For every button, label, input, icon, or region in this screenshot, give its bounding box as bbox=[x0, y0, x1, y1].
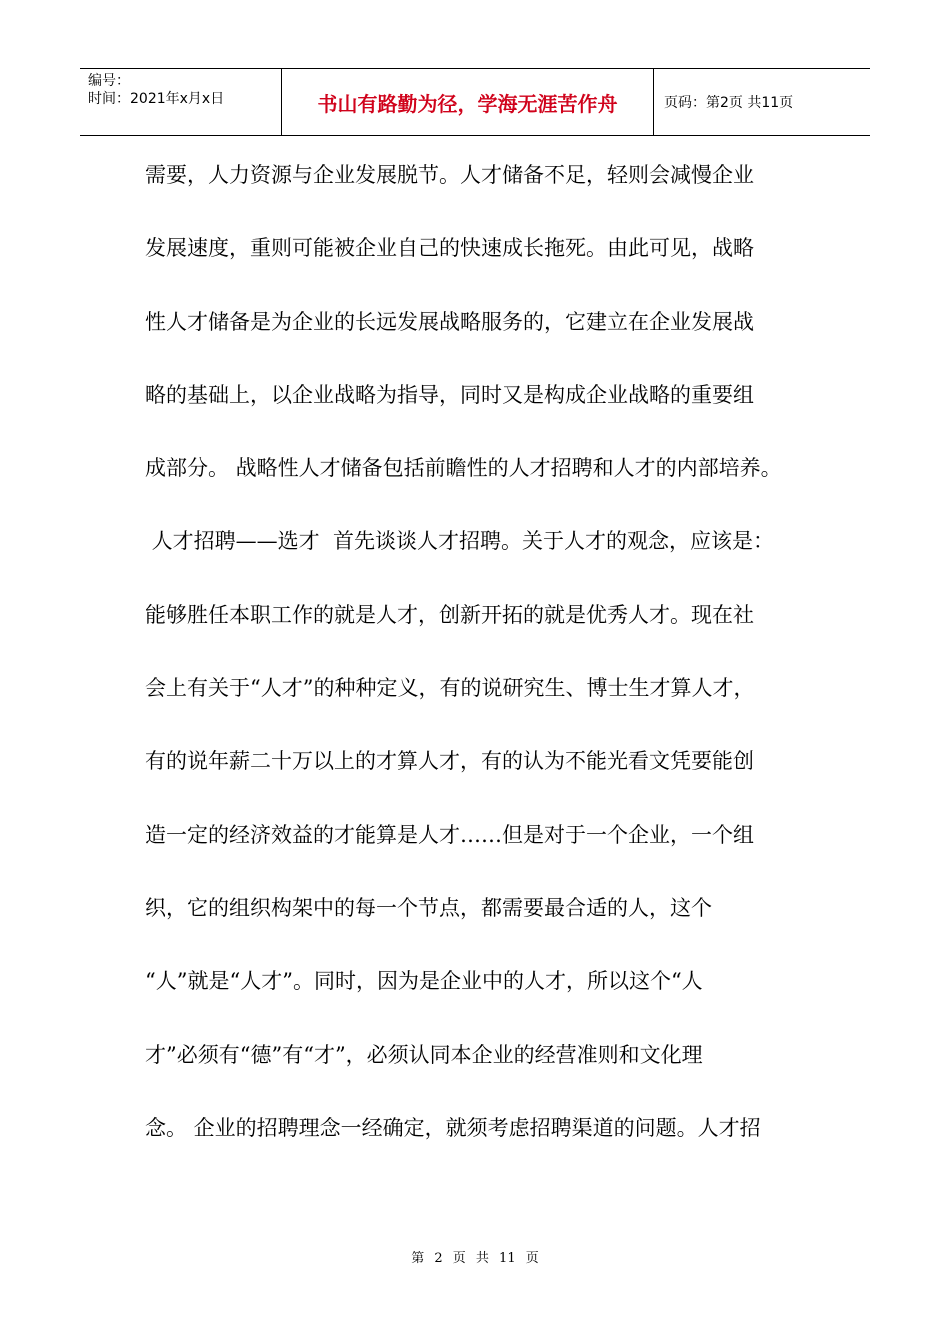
body-line: 发展速度，重则可能被企业自己的快速成长拖死。由此可见，战略 bbox=[145, 236, 754, 261]
body-line: 成部分。 战略性人才储备包括前瞻性的人才招聘和人才的内部培养。 bbox=[145, 456, 782, 481]
document-number-label: 编号： bbox=[88, 73, 130, 89]
body-line: 略的基础上，以企业战略为指导，同时又是构成企业战略的重要组 bbox=[145, 382, 754, 407]
body-line: 造一定的经济效益的才能算是人才……但是对于一个企业，一个组 bbox=[145, 822, 754, 847]
document-body bbox=[145, 160, 825, 1186]
body-line: 需要，人力资源与企业发展脱节。人才储备不足，轻则会减慢企业 bbox=[145, 163, 754, 187]
body-line: 人才招聘——选才 首先谈谈人才招聘。关于人才的观念，应该是： bbox=[145, 529, 775, 554]
body-line: 织，它的组织构架中的每一个节点，都需要最合适的人，这个 bbox=[145, 895, 712, 920]
page-header bbox=[80, 68, 870, 136]
header-meta bbox=[80, 69, 282, 135]
body-line: 才”必须有“德”有“才”，必须认同本企业的经营准则和文化理 bbox=[145, 1042, 703, 1067]
page-footer: 第 2 页 共 11 页 bbox=[411, 1251, 539, 1266]
body-line: 会上有关于“人才”的种种定义，有的说研究生、博士生才算人才， bbox=[145, 676, 755, 701]
body-line: “人”就是“人才”。同时，因为是企业中的人才，所以这个“人 bbox=[145, 969, 703, 994]
body-line: 有的说年薪二十万以上的才算人才，有的认为不能光看文凭要能创 bbox=[145, 749, 754, 774]
body-line: 念。 企业的招聘理念一经确定，就须考虑招聘渠道的问题。人才招 bbox=[145, 1115, 761, 1140]
body-line: 能够胜任本职工作的就是人才，创新开拓的就是优秀人才。现在社 bbox=[145, 602, 754, 627]
document-date: 时间：2021年x月x日 bbox=[88, 91, 225, 107]
header-page-info: 页码：第2页 共11页 bbox=[664, 95, 794, 111]
body-line: 性人才储备是为企业的长远发展战略服务的，它建立在企业发展战 bbox=[145, 309, 754, 334]
header-motto: 书山有路勤为径，学海无涯苦作舟 bbox=[282, 69, 654, 135]
